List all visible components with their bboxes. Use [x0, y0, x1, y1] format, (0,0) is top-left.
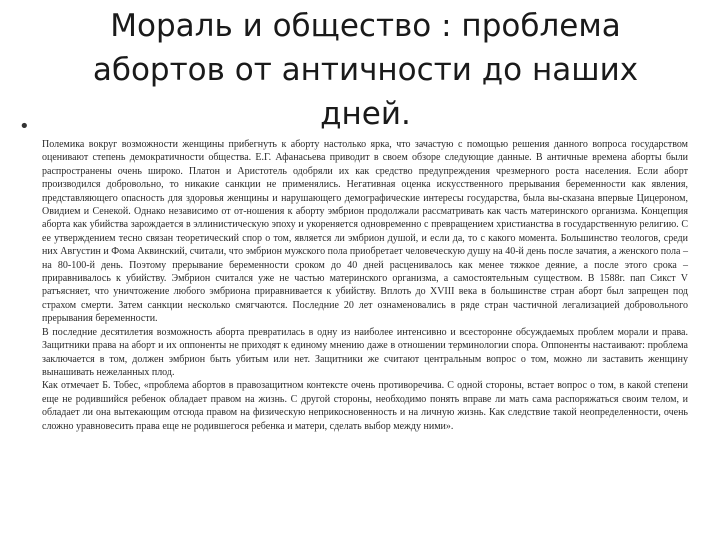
slide-body — [42, 138, 688, 433]
body-paragraph: Полемика вокруг возможности женщины прибегнуть к аборту настолько ярка, что зачастую с помощью решения данного вопроса государством оценивают степень демократичности общества. Е.Г. Афанасьева приводит в своем обзоре следующие данные. В античные времена аборты были распространены очень широко. Платон и Аристотель одобряли их как средство предупреждения чрезмерного роста населения. Если аборт производился добровольно, то никакие санкции не применялись. Негативная оценка искусственного прерывания беременности как явления, представляющего опасность для здоровья женщины и нарушающего демографические интересы государства, была вы-сказана впервые Цицероном, Овидием и Сенекой. Однако независимо от от-ношения к аборту эмбрион продолжали рассматривать как часть материнского организма. Концепция аборта как убийства зарождается в эллинистическую эпоху и укореняется одновременно с превращением христианства в государственную религию. С ее утверждением тесно связан теоретический спор о том, является ли эмбрион душой, и если да, то с какого момента. Большинство теологов, среди них Августин и Фома Аквинский, считали, что эмбрион мужского пола приобретает человеческую душу на 40-й день после зачатия, а женского пола – на 80-100-й день. Поэтому прерывание беременности сроком до 40 дней расценивалось как менее тяжкое деяние, а после этого срока – приравнивалось к убийству. Эмбрион считался уже не частью материнского организма, а самостоятельным существом. В 1588г. пап Сикст V ратъясняет, что уничтожение любого эмбриона приравнивается к убийству. Вплоть до XVIII века в большинстве стран аборт был запрещен под страхом смерти. Затем санкции несколько смягчаются. Последние 20 лет ознаменовались в ряде стран частичной легализацией добровольного прерывания беременности. — [42, 139, 688, 325]
body-paragraph: Как отмечает Б. Тобес, «проблема абортов в правозащитном контексте очень противоречива. С одной стороны, встает вопрос о том, в какой степени еще не родившийся ребенок обладает правом на жизнь. С другой стороны, необходимо понять вправе ли мать сама распоряжаться своим телом, и обладает ли она вытекающим отсюда правом на физическую неприкосновенность и на личную жизнь. Как следствие такой неопределенности, очень сложно уравновесить права еще не родившегося ребенка и матери, сделать выбор между ними». — [42, 380, 688, 432]
bullet-marker: • — [19, 116, 30, 137]
slide-title: Мораль и общество : проблема абортов от античности до наших дней. — [92, 8, 639, 132]
body-paragraph: В последние десятилетия возможность аборта превратилась в одну из наиболее интенсивно и всесторонне обсуждаемых проблем морали и права. Защитники права на аборт и их оппоненты не приходят к единому мнению даже в отношении терминологии спора. Оппоненты настаивают: проблема заключается в том, должен эмбрион быть убитым или нет. Защитники же считают центральным вопрос о том, можно ли заставить женщину вынашивать нежеланных плод. — [42, 326, 688, 378]
